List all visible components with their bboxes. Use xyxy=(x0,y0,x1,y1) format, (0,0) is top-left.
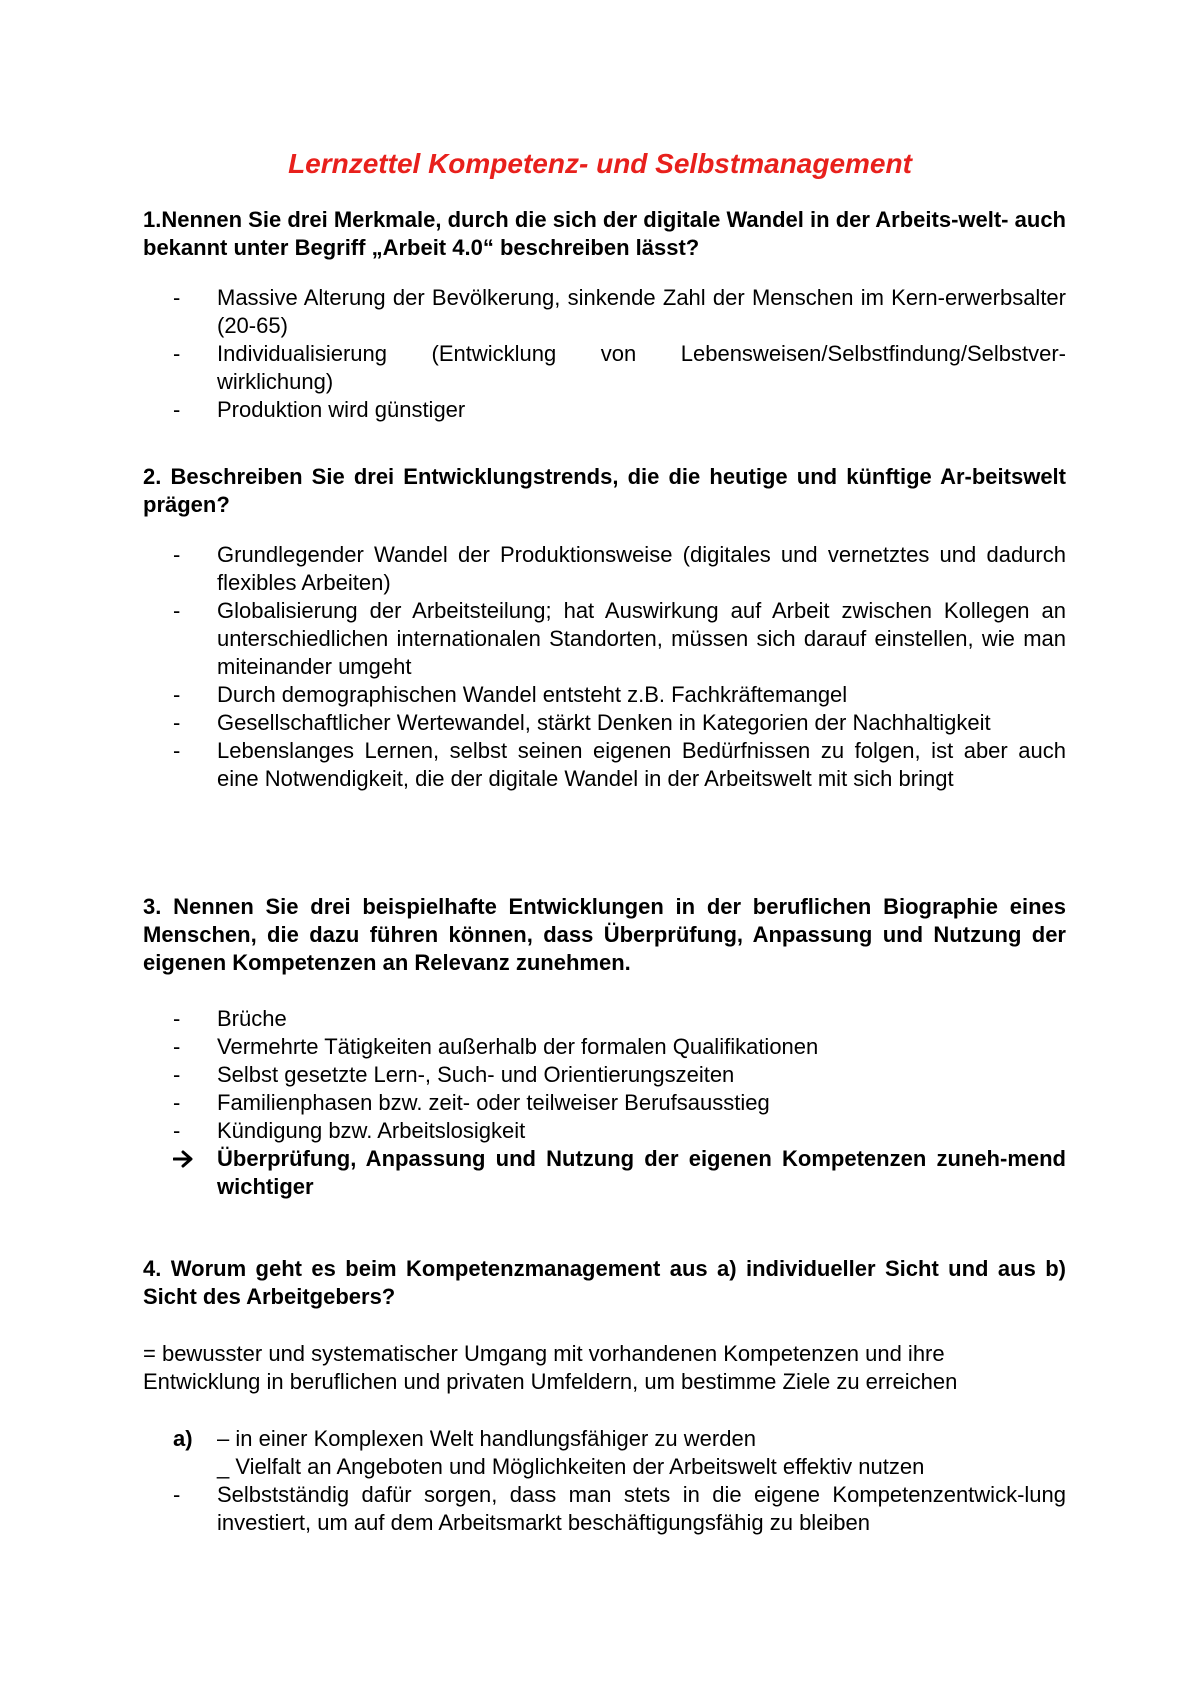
dash-bullet: - xyxy=(173,598,181,623)
list-item: - Brüche xyxy=(173,1006,287,1031)
question-3-text: 3. Nennen Sie drei beispielhafte Entwicklungen in der beruflichen Biographie eines Menschen, die dazu führen können, dass Überprüfung, Anpassung und Nutzung der eigenen Kompetenzen an Relevanz zunehmen. xyxy=(143,894,1066,975)
question-2-answers xyxy=(173,541,1066,793)
question-4-text: 4. Worum geht es beim Kompetenzmanagement aus a) individueller Sicht und aus b) Sicht des Arbeitgebers? xyxy=(143,1256,1066,1309)
list-item: - Massive Alterung der Bevölkerung, sinkende Zahl der Menschen im Kern-erwerbsalter (20-65) xyxy=(173,285,1066,338)
list-item: - Gesellschaftlicher Wertewandel, stärkt Denken in Kategorien der Nachhaltigkeit xyxy=(173,710,991,735)
list-item: - Individualisierung (Entwicklung von Lebensweisen/Selbstfindung/Selbstver-wirklichung) xyxy=(173,341,1066,394)
question-1 xyxy=(143,206,1066,262)
part-a-block xyxy=(173,1425,1066,1481)
list-item: - Lebenslanges Lernen, selbst seinen eigenen Bedürfnissen zu folgen, ist aber auch eine Notwendigkeit, die der digitale Wandel in der Arbeitswelt mit sich bringt xyxy=(173,738,1066,791)
question-4-part-a-items xyxy=(173,1481,1066,1537)
dash-bullet: - xyxy=(173,1118,181,1143)
list-item: - Vermehrte Tätigkeiten außerhalb der formalen Qualifikationen xyxy=(173,1034,819,1059)
part-a-line-1: – in einer Komplexen Welt handlungsfähiger zu werden xyxy=(217,1426,756,1451)
part-a-line-2: _ Vielfalt an Angeboten und Möglichkeiten der Arbeitswelt effektiv nutzen xyxy=(217,1454,925,1479)
dash-bullet: - xyxy=(173,341,181,366)
dash-bullet: - xyxy=(173,1090,181,1115)
list-item: - Selbst gesetzte Lern-, Such- und Orientierungszeiten xyxy=(173,1062,735,1087)
question-3 xyxy=(143,893,1066,977)
question-3-answers xyxy=(173,1005,1066,1201)
arrow-right-icon xyxy=(173,1150,195,1168)
dash-bullet: - xyxy=(173,682,181,707)
list-item: - Selbstständig dafür sorgen, dass man stets in die eigene Kompetenzentwick-lung investiert, um auf dem Arbeitsmarkt beschäftigungsfähig zu bleiben xyxy=(173,1482,1066,1535)
list-item: - Familienphasen bzw. zeit- oder teilweiser Berufsausstieg xyxy=(173,1090,770,1115)
question-1-text: 1.Nennen Sie drei Merkmale, durch die sich der digitale Wandel in der Arbeits-welt- auch bekannt unter Begriff „Arbeit 4.0“ beschreiben lässt? xyxy=(143,207,1066,260)
question-4 xyxy=(143,1255,1066,1311)
dash-bullet: - xyxy=(173,1034,181,1059)
list-item: - Durch demographischen Wandel entsteht z.B. Fachkräftemangel xyxy=(173,682,848,707)
question-2 xyxy=(143,463,1066,519)
dash-bullet: - xyxy=(173,710,181,735)
list-item: - Grundlegender Wandel der Produktionsweise (digitales und vernetztes und dadurch flexibles Arbeiten) xyxy=(173,542,1066,595)
list-item: - Produktion wird günstiger xyxy=(173,397,466,422)
list-item: - Kündigung bzw. Arbeitslosigkeit xyxy=(173,1118,526,1143)
dash-bullet: - xyxy=(173,1482,181,1507)
question-4-part-a xyxy=(173,1425,1066,1481)
conclusion-item: Überprüfung, Anpassung und Nutzung der eigenen Kompetenzen zuneh-mend wichtiger xyxy=(173,1145,1066,1201)
dash-bullet: - xyxy=(173,285,181,310)
part-a-label: a) xyxy=(173,1426,193,1451)
dash-bullet: - xyxy=(173,1062,181,1087)
page-title: Lernzettel Kompetenz- und Selbstmanagement xyxy=(288,148,912,179)
dash-bullet: - xyxy=(173,542,181,567)
list-item: - Globalisierung der Arbeitsteilung; hat Auswirkung auf Arbeit zwischen Kollegen an unterschiedlichen internationalen Standorten, müssen sich darauf einstellen, wie man miteinander umgeht xyxy=(173,598,1066,679)
question-1-answers xyxy=(173,284,1066,424)
dash-bullet: - xyxy=(173,1006,181,1031)
dash-bullet: - xyxy=(173,738,181,763)
question-2-text: 2. Beschreiben Sie drei Entwicklungstrends, die die heutige und künftige Ar-beitswelt prägen? xyxy=(143,464,1066,517)
definition-paragraph: = bewusster und systematischer Umgang mit vorhandenen Kompetenzen und ihre Entwicklung in beruflichen und privaten Umfeldern, um bestimme Ziele zu erreichen xyxy=(143,1341,958,1394)
dash-bullet: - xyxy=(173,397,181,422)
